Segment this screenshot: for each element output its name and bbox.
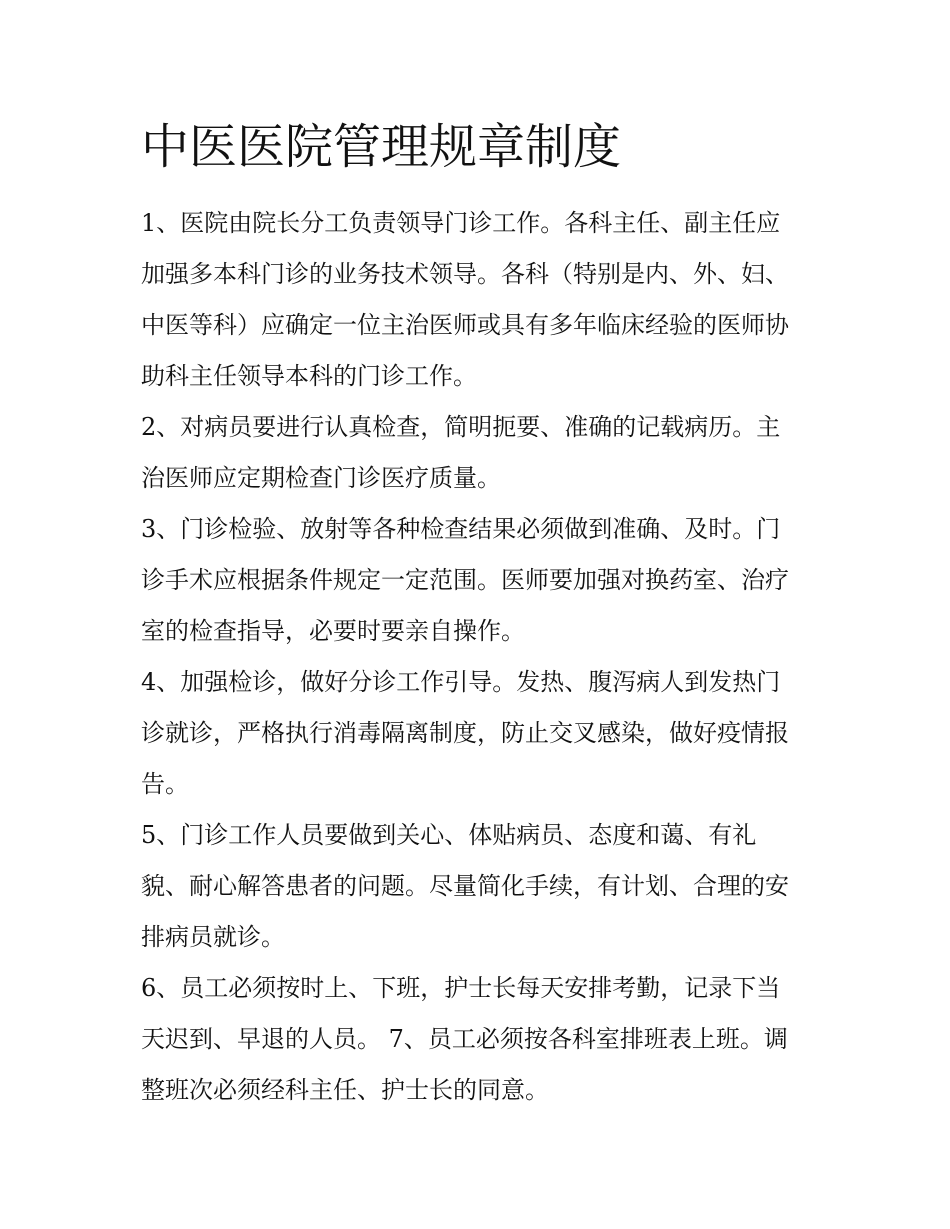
paragraph-1 — [141, 198, 841, 402]
paragraph-5 — [141, 810, 841, 963]
paragraph-line: 5、门诊工作人员要做到关心、体贴病员、态度和蔼、有礼 — [141, 821, 757, 849]
paragraph-line: 助科主任领导本科的门诊工作。 — [141, 362, 477, 390]
paragraph-line: 告。 — [141, 770, 189, 798]
paragraph-line: 排病员就诊。 — [141, 923, 285, 951]
paragraph-line: 貌、耐心解答患者的问题。尽量简化手续，有计划、合理的安 — [141, 872, 789, 900]
document-title: 中医医院管理规章制度 — [141, 119, 622, 175]
paragraph-line: 1、医院由院长分工负责领导门诊工作。各科主任、副主任应 — [141, 209, 781, 237]
paragraph-line: 室的检查指导，必要时要亲自操作。 — [141, 617, 525, 645]
paragraph-2 — [141, 402, 841, 504]
paragraph-4 — [141, 657, 841, 810]
paragraph-line: 4、加强检诊，做好分诊工作引导。发热、腹泻病人到发热门 — [141, 668, 781, 696]
paragraph-line: 天迟到、早退的人员。 7、员工必须按各科室排班表上班。调 — [141, 1025, 788, 1053]
paragraph-line: 2、对病员要进行认真检查，简明扼要、准确的记载病历。主 — [141, 413, 781, 441]
paragraph-line: 整班次必须经科主任、护士长的同意。 — [141, 1076, 549, 1104]
paragraph-3 — [141, 504, 841, 657]
paragraph-line: 诊就诊，严格执行消毒隔离制度，防止交叉感染，做好疫情报 — [141, 719, 789, 747]
paragraph-line: 3、门诊检验、放射等各种检查结果必须做到准确、及时。门 — [141, 515, 781, 543]
paragraph-line: 加强多本科门诊的业务技术领导。各科（特别是内、外、妇、 — [141, 260, 789, 288]
paragraph-line: 6、员工必须按时上、下班，护士长每天安排考勤，记录下当 — [141, 974, 781, 1002]
paragraph-line: 诊手术应根据条件规定一定范围。医师要加强对换药室、治疗 — [141, 566, 789, 594]
paragraph-6 — [141, 963, 841, 1116]
paragraph-line: 中医等科）应确定一位主治医师或具有多年临床经验的医师协 — [141, 311, 789, 339]
document-body — [141, 198, 841, 1116]
paragraph-line: 治医师应定期检查门诊医疗质量。 — [141, 464, 501, 492]
